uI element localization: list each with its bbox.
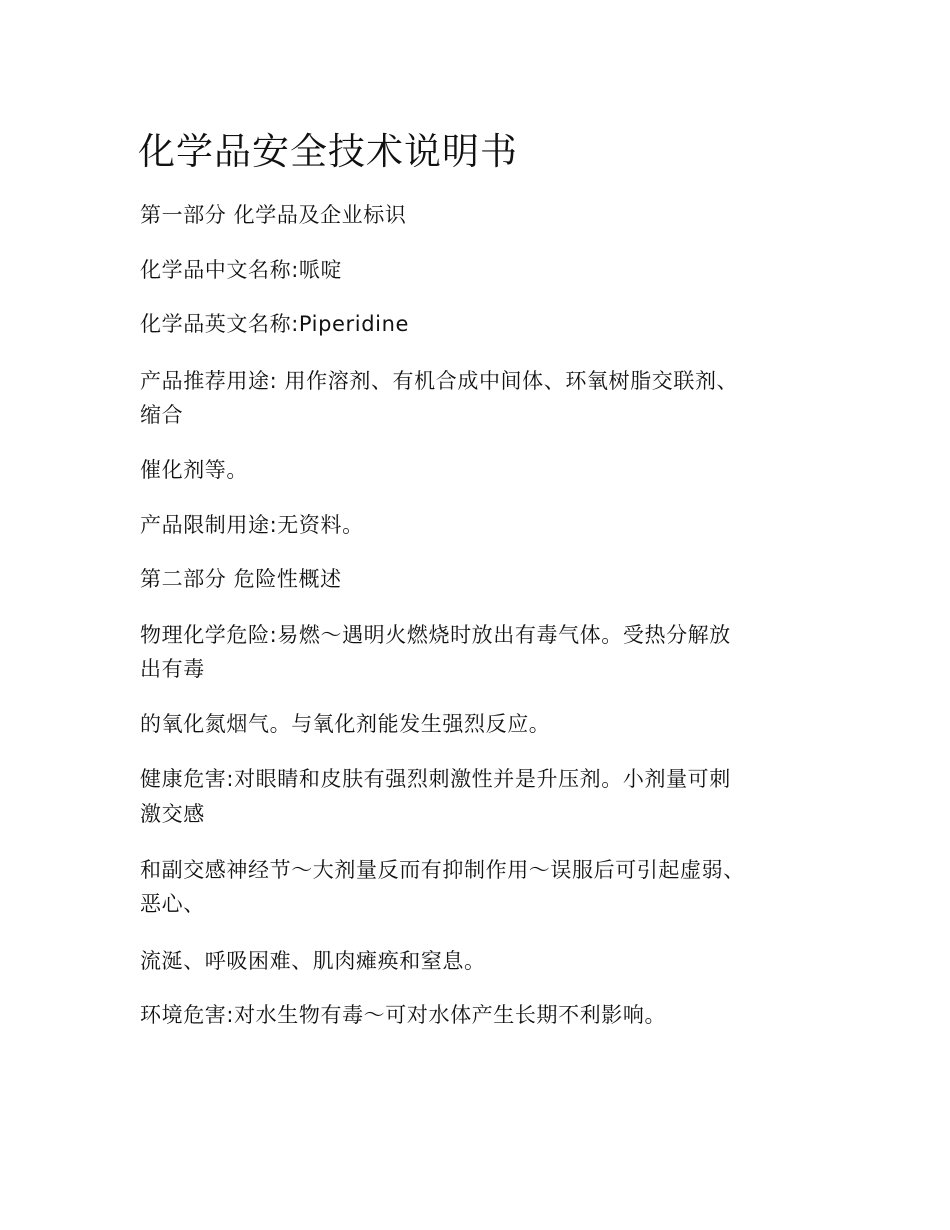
physical-hazard-line-end: 的氧化氮烟气。与氧化剂能发生强烈反应。 <box>140 712 551 736</box>
physical-hazard-line-cont: 出有毒 <box>140 657 205 681</box>
recommended-use-line-end: 催化剂等。 <box>140 458 248 482</box>
environmental-hazard-line: 环境危害:对水生物有毒～可对水体产生长期不利影响。 <box>140 1003 667 1027</box>
recommended-use-line-cont: 缩合 <box>140 403 184 427</box>
chinese-name-line: 化学品中文名称:哌啶 <box>140 258 343 282</box>
restricted-use-line: 产品限制用途:无资料。 <box>140 513 364 537</box>
health-hazard-line-2-cont: 恶心、 <box>140 892 205 916</box>
physical-hazard-line: 物理化学危险:易燃～遇明火燃烧时放出有毒气体。受热分解放 <box>140 623 731 647</box>
section-heading-part-two: 第二部分 危险性概述 <box>140 567 342 591</box>
english-name-line: 化学品英文名称:Piperidine <box>140 312 410 336</box>
health-hazard-line-2: 和副交感神经节～大剂量反而有抑制作用～误服后可引起虚弱、 <box>140 858 745 882</box>
health-hazard-line-end: 流涎、呼吸困难、肌肉瘫痪和窒息。 <box>140 949 486 973</box>
recommended-use-line: 产品推荐用途: 用作溶剂、有机合成中间体、环氧树脂交联剂、 <box>140 369 739 393</box>
health-hazard-line-cont: 激交感 <box>140 802 205 826</box>
section-heading-part-one: 第一部分 化学品及企业标识 <box>140 203 407 227</box>
health-hazard-line: 健康危害:对眼睛和皮肤有强烈刺激性并是升压剂。小剂量可刺 <box>140 767 731 791</box>
document-title: 化学品安全技术说明书 <box>138 130 518 173</box>
